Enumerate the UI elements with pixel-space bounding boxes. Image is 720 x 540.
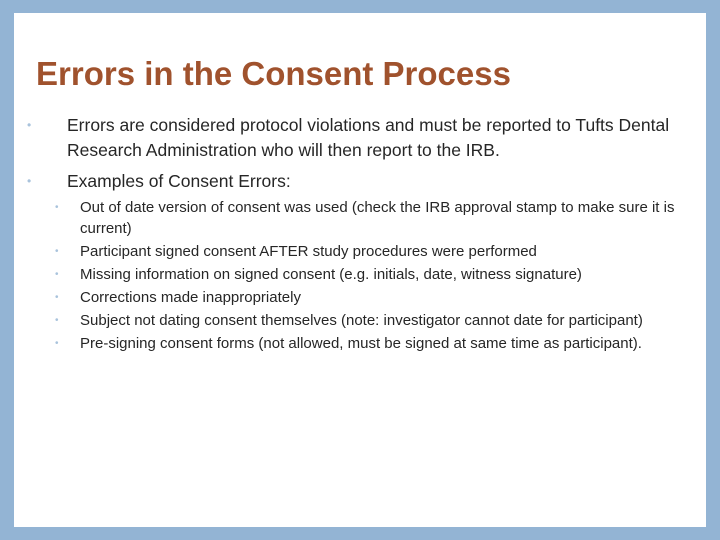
- sub-bullet-text: Subject not dating consent themselves (note: investigator cannot date for participant): [80, 311, 643, 329]
- bullet-icon: •: [27, 118, 32, 132]
- slide-title: Errors in the Consent Process: [36, 55, 511, 92]
- sub-bullet-list: [14, 198, 706, 354]
- slide-body: [14, 113, 706, 357]
- bullet-text: Examples of Consent Errors:: [67, 171, 291, 191]
- sub-bullet-text: Participant signed consent AFTER study procedures were performed: [80, 242, 537, 260]
- bullet-icon: •: [55, 314, 59, 326]
- sub-bullet-text: Out of date version of consent was used (check the IRB approval stamp to make sure it is current): [80, 199, 675, 237]
- sub-bullet-item: [14, 198, 706, 239]
- slide: [14, 13, 706, 527]
- bullet-item: [14, 169, 706, 194]
- sub-bullet-item: [14, 242, 706, 263]
- sub-bullet-item: [14, 311, 706, 332]
- bullet-icon: •: [55, 202, 59, 213]
- bullet-icon: •: [55, 337, 59, 349]
- bullet-icon: •: [27, 174, 32, 188]
- sub-bullet-item: [14, 265, 706, 286]
- sub-bullet-item: [14, 334, 706, 355]
- sub-bullet-text: Missing information on signed consent (e.g. initials, date, witness signature): [80, 265, 582, 283]
- bullet-icon: •: [55, 245, 59, 257]
- sub-bullet-item: [14, 288, 706, 309]
- sub-bullet-text: Pre-signing consent forms (not allowed, must be signed at same time as participant).: [80, 334, 642, 352]
- sub-bullet-text: Corrections made inappropriately: [80, 288, 301, 306]
- bullet-item: [14, 113, 706, 163]
- bullet-text: Errors are considered protocol violations and must be reported to Tufts Dental Research Administration who will then report to the IRB.: [67, 115, 670, 160]
- bullet-icon: •: [55, 291, 59, 303]
- bullet-icon: •: [55, 268, 59, 280]
